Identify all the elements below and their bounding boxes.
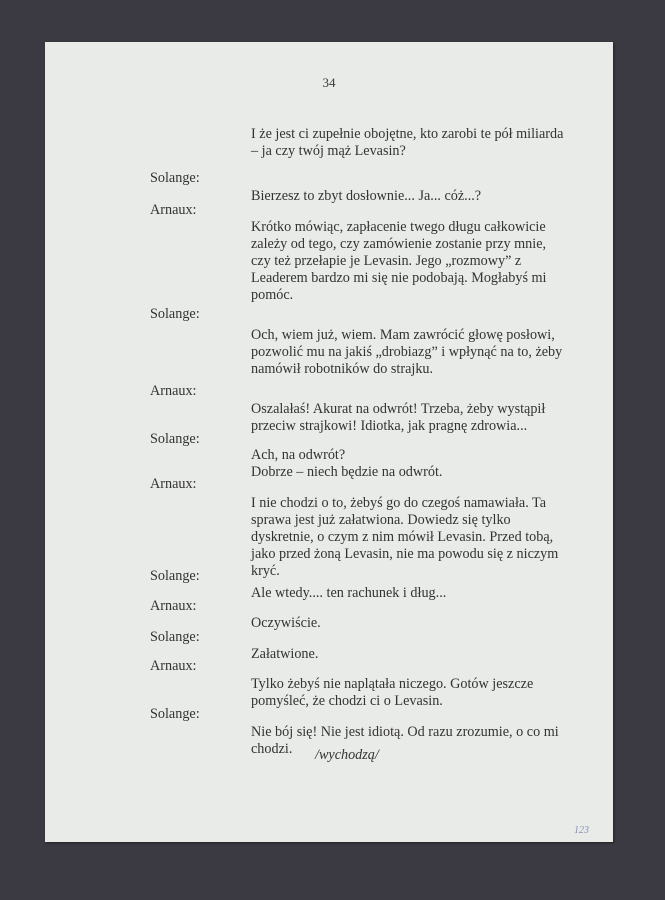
speaker-label: Arnaux: (150, 202, 197, 218)
dialogue-line: przeciw strajkowi! Idiotka, jak pragnę zdrowia... (251, 418, 528, 434)
stage-direction: /wychodzą/ (315, 747, 379, 763)
speaker-label: Arnaux: (150, 476, 197, 492)
dialogue-line: Ale wtedy.... ten rachunek i dług... (251, 585, 447, 601)
speaker-label: Solange: (150, 629, 200, 645)
dialogue-line: Dobrze – niech będzie na odwrót. (251, 464, 443, 480)
speaker-label: Solange: (150, 431, 200, 447)
dialogue-line: czy też przełapie je Levasin. Jego „rozmowy” z (251, 253, 522, 269)
dialogue-line: dyskretnie, o czym z nim mówił Levasin. Przed tobą, (251, 529, 554, 545)
dialogue-line: pomóc. (251, 287, 294, 303)
dialogue-line: Och, wiem już, wiem. Mam zawrócić głowę posłowi, (251, 327, 555, 343)
dialogue-line: namówił robotników do strajku. (251, 361, 434, 377)
dialogue-line: Krótko mówiąc, zapłacenie twego długu całkowicie (251, 219, 546, 235)
dialogue-line: Załatwione. (251, 646, 319, 662)
dialogue-line: Oszalałaś! Akurat na odwrót! Trzeba, żeby wystąpił (251, 401, 546, 417)
dialogue-line: jako przed żoną Levasin, nie ma powodu się z niczym (251, 546, 559, 562)
speaker-label: Arnaux: (150, 383, 197, 399)
speaker-label: Solange: (150, 568, 200, 584)
dialogue-line: kryć. (251, 563, 280, 579)
dialogue-line: pozwolić mu na jakiś „drobiazg” i wpłynąć na to, żeby (251, 344, 563, 360)
page-number: 34 (322, 75, 336, 90)
dialogue-line: pomyśleć, że chodzi ci o Levasin. (251, 693, 443, 709)
dialogue-line: I nie chodzi o to, żebyś go do czegoś namawiała. Ta (251, 495, 547, 511)
dialogue-line: Bierzesz to zbyt dosłownie... Ja... cóż...? (251, 188, 482, 204)
dialogue-line: Leaderem bardzo mi się nie podobają. Mogłabyś mi (251, 270, 547, 286)
speaker-label: Solange: (150, 706, 200, 722)
speaker-label: Arnaux: (150, 598, 197, 614)
dialogue-line: Tylko żebyś nie naplątała niczego. Gotów jeszcze (251, 676, 534, 692)
dialogue-line: Nie bój się! Nie jest idiotą. Od razu zrozumie, o co mi (251, 724, 559, 740)
dialogue-line: sprawa jest już załatwiona. Dowiedz się tylko (251, 512, 511, 528)
speaker-label: Solange: (150, 170, 200, 186)
dialogue-line: Ach, na odwrót? (251, 447, 346, 463)
speaker-label: Solange: (150, 306, 200, 322)
dialogue-line: zależy od tego, czy zamówienie zostanie przy mnie, (251, 236, 547, 252)
opening-line: – ja czy twój mąż Levasin? (251, 143, 406, 159)
speaker-label: Arnaux: (150, 658, 197, 674)
dialogue-line: chodzi. (251, 741, 293, 757)
document-page (45, 42, 613, 842)
dialogue-line: Oczywiście. (251, 615, 321, 631)
opening-line: I że jest ci zupełnie obojętne, kto zarobi te pół miliarda (251, 126, 564, 142)
margin-mark: 123 (574, 825, 589, 836)
